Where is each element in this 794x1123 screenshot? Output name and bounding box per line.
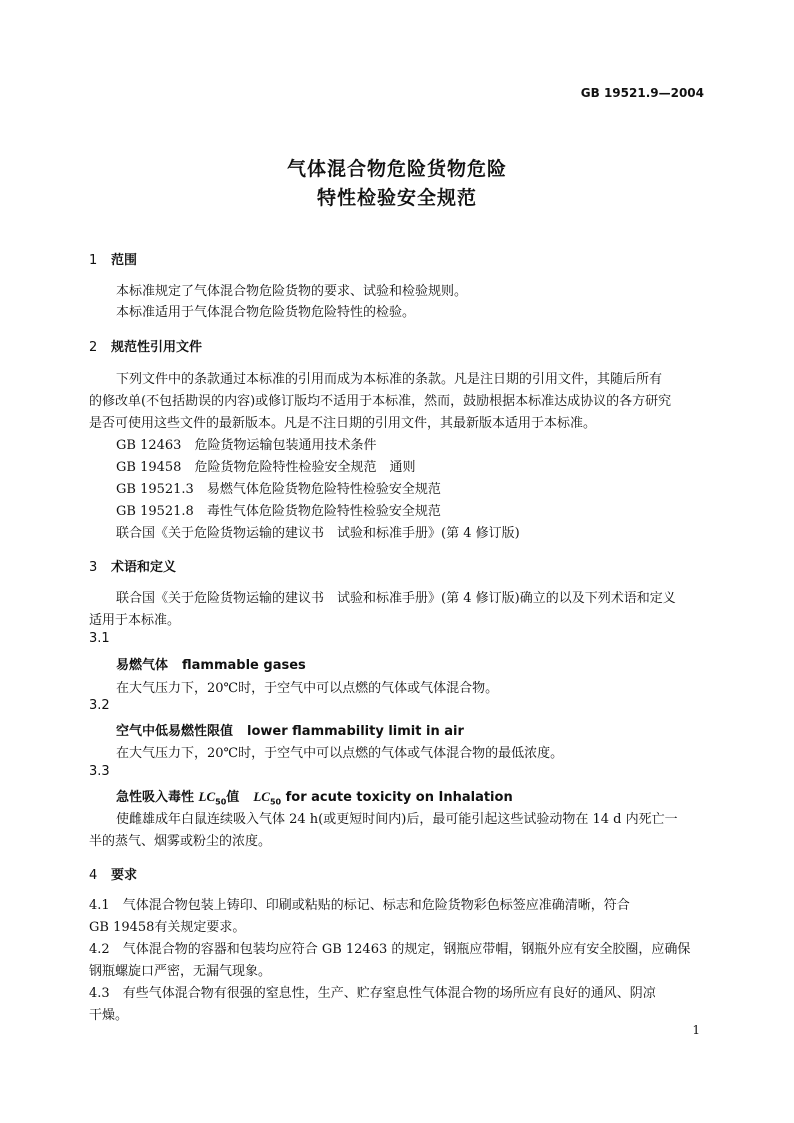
requirement-text: 气体混合物的容器和包装均应符合 GB 12463 的规定，钢瓶应带帽，钢瓶外应有安全胶圈，应确保 xyxy=(122,942,691,957)
term-definition: 半的蒸气、烟雾或粉尘的浓度。 xyxy=(89,834,272,849)
term-definition: 在大气压力下，20℃时，于空气中可以点燃的气体或气体混合物的最低浓度。 xyxy=(116,746,564,761)
section-4-heading xyxy=(89,864,137,883)
section-title: 规范性引用文件 xyxy=(111,340,203,355)
reference-item xyxy=(116,522,520,541)
term-en: lower flammability limit in air xyxy=(247,724,464,739)
requirement-item xyxy=(89,938,690,957)
reference-title: 联合国《关于危险货物运输的建议书 xyxy=(116,526,325,541)
document-title-line2: 特性检验安全规范 xyxy=(316,187,477,209)
term-heading xyxy=(116,720,464,739)
term-zh: 易燃气体 xyxy=(116,658,169,673)
term-definition: 在大气压力下，20℃时，于空气中可以点燃的气体或气体混合物。 xyxy=(116,681,499,696)
reference-code: GB 19458 xyxy=(116,460,182,475)
requirement-text: 钢瓶螺旋口严密，无漏气现象。 xyxy=(89,964,272,979)
reference-code: GB 19521.8 xyxy=(116,504,194,519)
term-zh: 急性吸入毒性 xyxy=(116,790,199,805)
reference-title: 易燃气体危险货物危险特性检验安全规范 xyxy=(206,482,441,497)
term-number: 3.3 xyxy=(89,764,110,779)
requirement-number: 4.3 xyxy=(89,986,110,1001)
lc-symbol: LC xyxy=(253,789,270,804)
reference-title: 毒性气体危险货物危险特性检验安全规范 xyxy=(206,504,441,519)
term-zh: 值 xyxy=(226,790,240,805)
requirement-number: 4.2 xyxy=(89,942,110,957)
term-definition: 使雌雄成年白鼠连续吸入气体 24 h(或更短时间内)后，最可能引起这些试验动物在 14 d 内死亡一 xyxy=(116,812,678,827)
lc-symbol: LC xyxy=(198,789,216,804)
requirement-text: 气体混合物包装上铸印、印刷或粘贴的标记、标志和危险货物彩色标签应准确清晰，符合 xyxy=(122,898,630,913)
term-zh: 空气中低易燃性限值 xyxy=(116,724,234,739)
paragraph: 是否可使用这些文件的最新版本。凡是不注日期的引用文件，其最新版本适用于本标准。 xyxy=(89,416,597,431)
term-number: 3.2 xyxy=(89,698,110,713)
section-number: 1 xyxy=(89,253,98,268)
reference-title: 危险货物运输包装通用技术条件 xyxy=(194,438,377,453)
term-en: flammable gases xyxy=(182,658,306,673)
section-title: 术语和定义 xyxy=(111,560,177,575)
paragraph: 的修改单(不包括勘误的内容)或修订版均不适用于本标准，然而，鼓励根据本标准达成协议的各方研究 xyxy=(89,394,672,409)
requirement-item xyxy=(89,894,630,913)
section-title: 范围 xyxy=(111,253,138,268)
lc-subscript: 50 xyxy=(215,797,227,807)
requirement-text: GB 19458有关规定要求。 xyxy=(89,920,246,935)
requirement-text: 干燥。 xyxy=(89,1008,129,1023)
paragraph-part: 试验和标准手册》(第 4 修订版)确立的以及下列术语和定义 xyxy=(337,591,676,606)
requirement-text: 有些气体混合物有很强的窒息性，生产、贮存窒息性气体混合物的场所应有良好的通风、阴凉 xyxy=(122,986,656,1001)
term-heading xyxy=(116,786,513,807)
reference-title: 危险货物危险特性检验安全规范 通则 xyxy=(194,460,416,475)
document-title-line1: 气体混合物危险货物危险 xyxy=(286,158,507,180)
section-title: 要求 xyxy=(111,868,138,883)
paragraph: 本标准规定了气体混合物危险货物的要求、试验和检验规则。 xyxy=(116,284,468,299)
paragraph: 本标准适用于气体混合物危险货物危险特性的检验。 xyxy=(116,305,416,320)
reference-title: 试验和标准手册》(第 4 修订版) xyxy=(337,526,520,541)
page-number: 1 xyxy=(692,1023,700,1037)
lc-subscript: 50 xyxy=(269,797,282,807)
section-number: 4 xyxy=(89,868,98,883)
reference-item xyxy=(116,434,376,453)
term-heading xyxy=(116,654,306,673)
reference-item xyxy=(116,478,441,497)
section-number: 3 xyxy=(89,560,98,575)
term-en: for acute toxicity on Inhalation xyxy=(281,790,513,805)
paragraph xyxy=(116,587,676,606)
paragraph: 下列文件中的条款通过本标准的引用而成为本标准的条款。凡是注日期的引用文件，其随后所有 xyxy=(116,372,663,387)
reference-code: GB 12463 xyxy=(116,438,182,453)
paragraph-part: 联合国《关于危险货物运输的建议书 xyxy=(116,591,325,606)
standard-number: GB 19521.9—2004 xyxy=(580,86,704,100)
term-number: 3.1 xyxy=(89,631,110,646)
reference-item xyxy=(116,500,441,519)
requirement-number: 4.1 xyxy=(89,898,110,913)
section-1-heading xyxy=(89,249,137,268)
section-2-heading xyxy=(89,336,202,355)
paragraph: 适用于本标准。 xyxy=(89,613,181,628)
reference-item xyxy=(116,456,415,475)
section-number: 2 xyxy=(89,340,98,355)
section-3-heading xyxy=(89,556,176,575)
reference-code: GB 19521.3 xyxy=(116,482,194,497)
requirement-item xyxy=(89,982,656,1001)
